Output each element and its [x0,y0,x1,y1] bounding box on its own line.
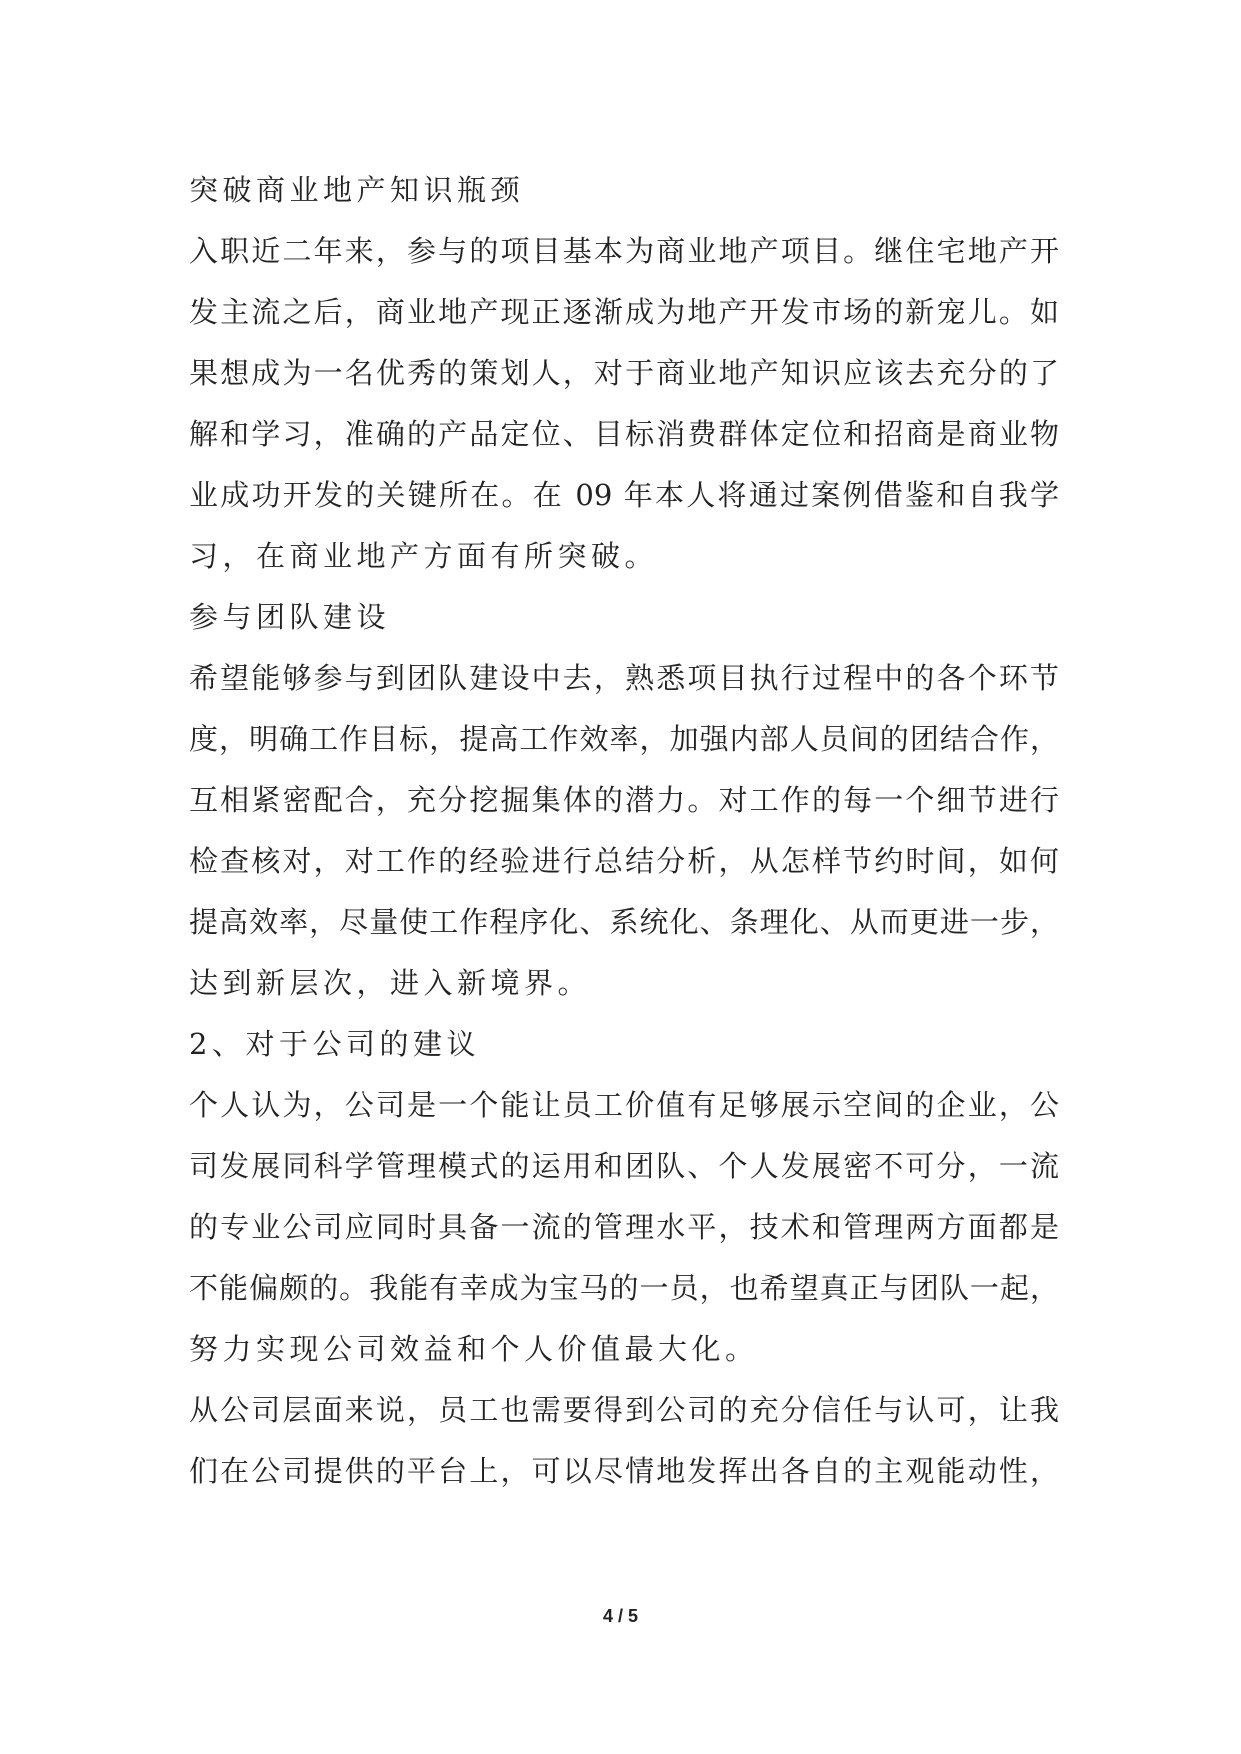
text-line: 2、对于公司的建议 [189,1027,480,1061]
text-line: 解和学习，准确的产品定位、目标消费群体定位和招商是商业物 [189,417,1059,451]
text-line: 检查核对，对工作的经验进行总结分析，从怎样节约时间，如何 [189,844,1059,878]
text-line: 互相紧密配合，充分挖掘集体的潜力。对工作的每一个细节进行 [189,783,1059,817]
text-line: 果想成为一名优秀的策划人，对于商业地产知识应该去充分的了 [189,356,1059,390]
text-line: 入职近二年来，参与的项目基本为商业地产项目。继住宅地产开 [189,234,1059,268]
text-line: 突破商业地产知识瓶颈 [189,173,525,207]
page-number: 4 / 5 [602,1606,639,1626]
text-line: 从公司层面来说，员工也需要得到公司的充分信任与认可，让我 [189,1393,1059,1427]
text-line: 参与团队建设 [189,600,391,634]
text-line: 的专业公司应同时具备一流的管理水平，技术和管理两方面都是 [189,1210,1059,1244]
text-line: 们在公司提供的平台上，可以尽情地发挥出各自的主观能动性， [189,1454,1059,1488]
text-line: 业成功开发的关键所在。在 09 年本人将通过案例借鉴和自我学 [189,478,1059,512]
text-line: 习，在商业地产方面有所突破。 [189,539,659,573]
text-line: 提高效率，尽量使工作程序化、系统化、条理化、从而更进一步， [189,905,1059,939]
text-line: 希望能够参与到团队建设中去，熟悉项目执行过程中的各个环节 [189,661,1059,695]
text-line: 个人认为，公司是一个能让员工价值有足够展示空间的企业，公 [189,1088,1059,1122]
text-line: 努力实现公司效益和个人价值最大化。 [189,1332,759,1366]
document-body [189,160,1059,1502]
text-line: 司发展同科学管理模式的运用和团队、个人发展密不可分，一流 [189,1149,1059,1183]
text-line: 达到新层次，进入新境界。 [189,966,592,1000]
text-line: 度，明确工作目标，提高工作效率，加强内部人员间的团结合作， [189,722,1059,756]
text-line: 发主流之后，商业地产现正逐渐成为地产开发市场的新宠儿。如 [189,295,1059,329]
text-line: 不能偏颇的。我能有幸成为宝马的一员，也希望真正与团队一起， [189,1271,1059,1305]
